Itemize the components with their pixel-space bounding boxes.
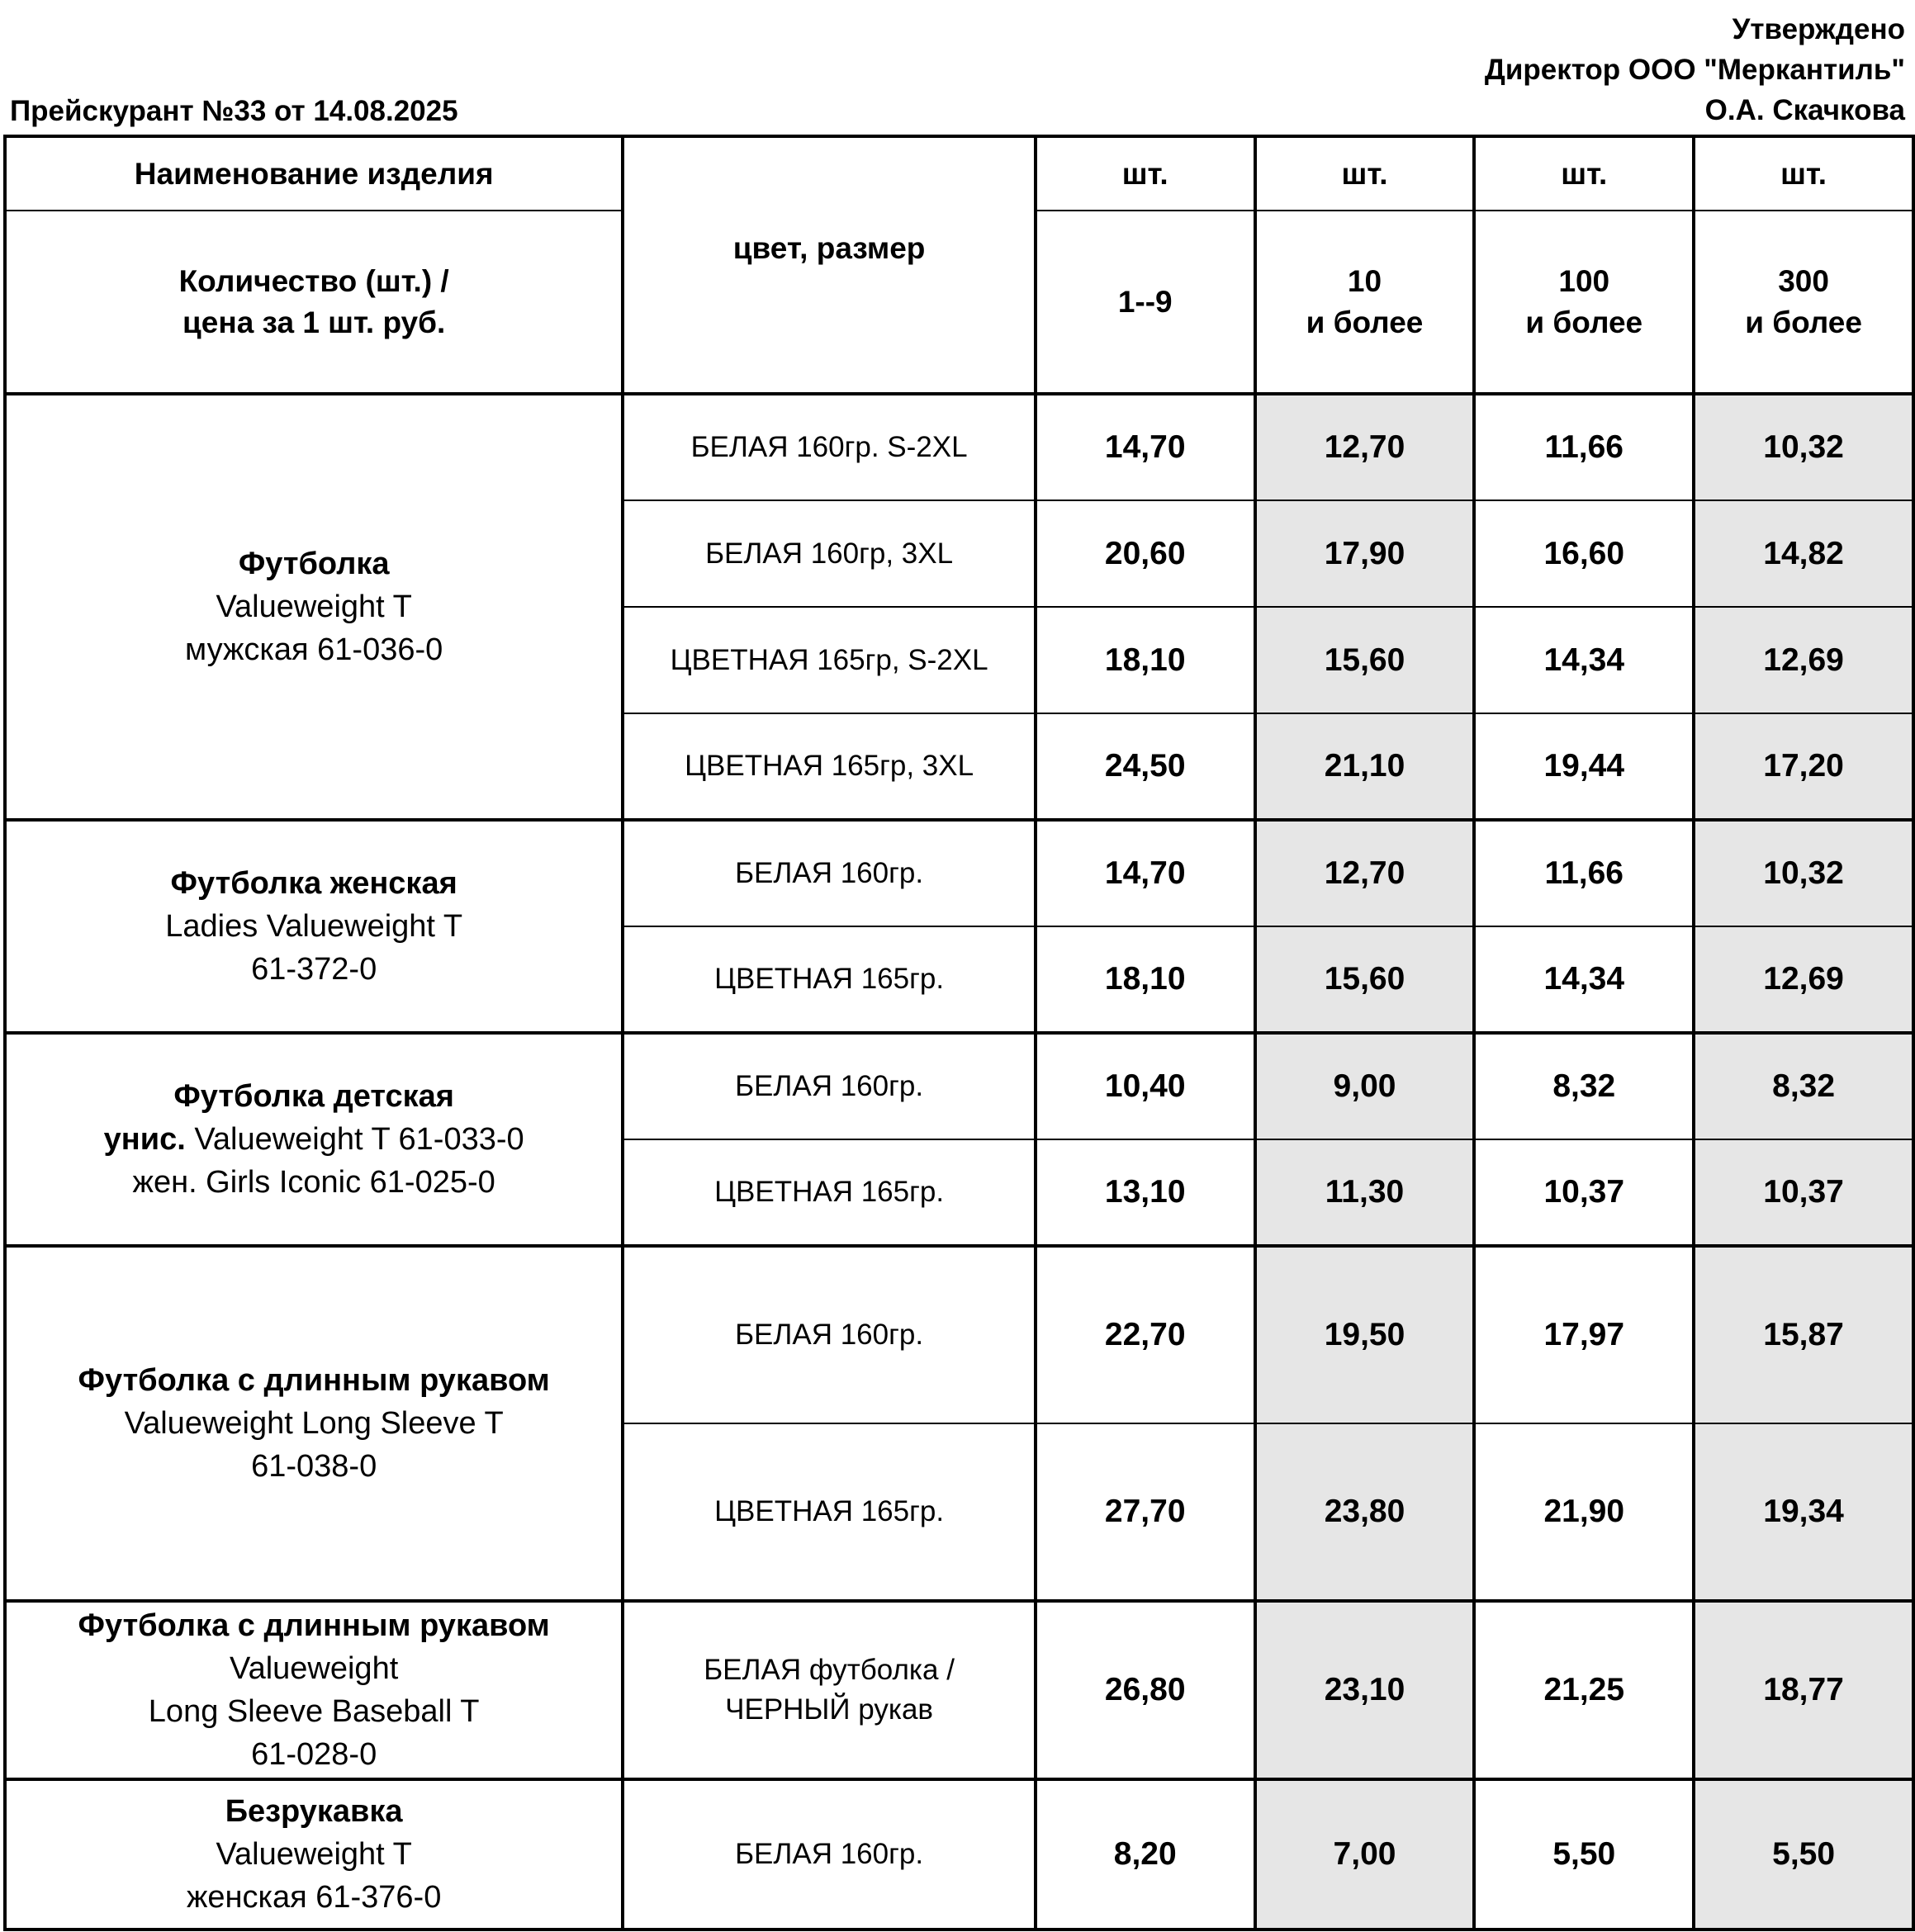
table-row xyxy=(5,394,1913,500)
price-cell-tier-4: 19,34 xyxy=(1694,1423,1913,1601)
price-cell-tier-2: 19,50 xyxy=(1255,1246,1475,1423)
pricelist-title: Прейскурант №33 от 14.08.2025 xyxy=(10,95,458,127)
variant-desc: БЕЛАЯ 160гр, 3XL xyxy=(623,500,1036,607)
product-name-cell xyxy=(5,820,623,1033)
col-qty-title xyxy=(5,211,623,394)
product-title: Футболка детская xyxy=(173,1079,454,1114)
price-cell-tier-3: 11,66 xyxy=(1474,820,1694,926)
tier-1 xyxy=(1036,211,1255,394)
product-title: Футболка женская xyxy=(170,866,457,901)
price-cell-tier-2: 7,00 xyxy=(1255,1779,1475,1930)
product-title: Футболка с длинным рукавом xyxy=(78,1363,550,1398)
product-line: 61-038-0 xyxy=(251,1449,377,1484)
price-cell-tier-4: 5,50 xyxy=(1694,1779,1913,1930)
price-cell-tier-1: 27,70 xyxy=(1036,1423,1255,1601)
price-cell-tier-3: 5,50 xyxy=(1474,1779,1694,1930)
product-line: Valueweight Long Sleeve T xyxy=(124,1406,504,1441)
variant-desc-line: БЕЛАЯ футболка / xyxy=(704,1654,955,1686)
product-name-cell xyxy=(5,1601,623,1779)
price-cell-tier-4: 12,69 xyxy=(1694,607,1913,713)
product-title-line xyxy=(12,1604,616,1647)
price-cell-tier-4: 18,77 xyxy=(1694,1601,1913,1779)
tier-2-qty: 10 xyxy=(1347,263,1382,298)
product-line: Valueweight xyxy=(230,1651,399,1686)
product-title-line xyxy=(12,1075,616,1118)
tier-3 xyxy=(1474,211,1694,394)
price-cell-tier-2: 21,10 xyxy=(1255,713,1475,820)
table-row xyxy=(5,1246,1913,1423)
variant-desc: ЦВЕТНАЯ 165гр. xyxy=(623,1139,1036,1246)
price-cell-tier-3: 11,66 xyxy=(1474,394,1694,500)
product-title-line xyxy=(12,1790,616,1833)
price-cell-tier-4: 17,20 xyxy=(1694,713,1913,820)
product-line: Valueweight T xyxy=(216,1837,412,1872)
table-row xyxy=(5,1779,1913,1930)
price-cell-tier-4: 10,32 xyxy=(1694,394,1913,500)
product-line-bold: унис. xyxy=(103,1122,186,1157)
price-cell-tier-2: 23,10 xyxy=(1255,1601,1475,1779)
variant-desc: БЕЛАЯ 160гр. xyxy=(623,820,1036,926)
product-title: Футболка с длинным рукавом xyxy=(78,1608,550,1643)
price-table xyxy=(3,135,1915,1931)
tier-3-suffix: и более xyxy=(1525,305,1643,339)
product-title: Безрукавка xyxy=(225,1794,403,1829)
variant-desc-line: ЧЕРНЫЙ рукав xyxy=(725,1693,934,1726)
table-row xyxy=(5,820,1913,926)
product-title-line xyxy=(12,542,616,585)
variant-desc: БЕЛАЯ 160гр. S-2XL xyxy=(623,394,1036,500)
col-color-title: цвет, размер xyxy=(623,136,1036,394)
director-label: Директор ООО "Меркантиль" xyxy=(1484,54,1905,86)
tier-4-qty: 300 xyxy=(1778,263,1829,298)
table-row xyxy=(5,1033,1913,1139)
price-cell-tier-3: 17,97 xyxy=(1474,1246,1694,1423)
table-row xyxy=(5,1601,1913,1779)
product-line: жен. Girls Iconic 61-025-0 xyxy=(132,1165,495,1200)
price-cell-tier-4: 15,87 xyxy=(1694,1246,1913,1423)
price-cell-tier-1: 14,70 xyxy=(1036,820,1255,926)
variant-desc: БЕЛАЯ 160гр. xyxy=(623,1779,1036,1930)
price-cell-tier-3: 21,90 xyxy=(1474,1423,1694,1601)
unit-label-2: шт. xyxy=(1255,136,1475,211)
price-cell-tier-2: 15,60 xyxy=(1255,926,1475,1033)
price-cell-tier-2: 9,00 xyxy=(1255,1033,1475,1139)
tier-4 xyxy=(1694,211,1913,394)
col-qty-title-line-1: Количество (шт.) / xyxy=(178,263,449,298)
variant-desc: БЕЛАЯ 160гр. xyxy=(623,1033,1036,1139)
price-cell-tier-4: 14,82 xyxy=(1694,500,1913,607)
col-name-title: Наименование изделия xyxy=(5,136,623,211)
price-cell-tier-2: 12,70 xyxy=(1255,820,1475,926)
product-line: Long Sleeve Baseball T xyxy=(148,1694,480,1729)
variant-desc: ЦВЕТНАЯ 165гр. xyxy=(623,926,1036,1033)
tier-2-suffix: и более xyxy=(1306,305,1424,339)
product-title-line xyxy=(12,862,616,905)
variant-desc: ЦВЕТНАЯ 165гр. xyxy=(623,1423,1036,1601)
price-cell-tier-3: 14,34 xyxy=(1474,926,1694,1033)
col-qty-title-line-2: цена за 1 шт. руб. xyxy=(182,305,446,339)
price-cell-tier-4: 8,32 xyxy=(1694,1033,1913,1139)
product-line: 61-028-0 xyxy=(251,1737,377,1772)
product-line xyxy=(12,1118,616,1161)
price-cell-tier-2: 11,30 xyxy=(1255,1139,1475,1246)
product-name-cell xyxy=(5,1779,623,1930)
variant-desc: ЦВЕТНАЯ 165гр, S-2XL xyxy=(623,607,1036,713)
price-cell-tier-1: 20,60 xyxy=(1036,500,1255,607)
price-cell-tier-1: 18,10 xyxy=(1036,607,1255,713)
product-line: женская 61-376-0 xyxy=(186,1880,442,1915)
tier-4-suffix: и более xyxy=(1745,305,1862,339)
product-title-line xyxy=(12,1359,616,1402)
product-line-rest: Valueweight T 61-033-0 xyxy=(185,1122,524,1157)
product-title: Футболка xyxy=(238,547,390,581)
price-cell-tier-1: 18,10 xyxy=(1036,926,1255,1033)
variant-desc xyxy=(623,1601,1036,1779)
unit-label-1: шт. xyxy=(1036,136,1255,211)
variant-desc: БЕЛАЯ 160гр. xyxy=(623,1246,1036,1423)
product-line: 61-372-0 xyxy=(251,952,377,987)
price-cell-tier-3: 14,34 xyxy=(1474,607,1694,713)
product-line: мужская 61-036-0 xyxy=(185,632,443,667)
tier-1-qty: 1--9 xyxy=(1117,284,1173,319)
variant-desc: ЦВЕТНАЯ 165гр, 3XL xyxy=(623,713,1036,820)
product-name-cell xyxy=(5,1246,623,1601)
approved-label: Утверждено xyxy=(1732,13,1905,45)
product-name-cell xyxy=(5,394,623,820)
price-cell-tier-1: 22,70 xyxy=(1036,1246,1255,1423)
tier-2 xyxy=(1255,211,1475,394)
signer-name: О.А. Скачкова xyxy=(1704,94,1905,126)
price-cell-tier-4: 10,32 xyxy=(1694,820,1913,926)
price-cell-tier-1: 10,40 xyxy=(1036,1033,1255,1139)
product-line: Ladies Valueweight T xyxy=(165,909,463,944)
price-cell-tier-1: 8,20 xyxy=(1036,1779,1255,1930)
price-cell-tier-1: 14,70 xyxy=(1036,394,1255,500)
price-cell-tier-2: 17,90 xyxy=(1255,500,1475,607)
price-cell-tier-3: 10,37 xyxy=(1474,1139,1694,1246)
unit-label-3: шт. xyxy=(1474,136,1694,211)
price-cell-tier-1: 24,50 xyxy=(1036,713,1255,820)
header-row-units xyxy=(5,136,1913,211)
price-cell-tier-2: 12,70 xyxy=(1255,394,1475,500)
unit-label-4: шт. xyxy=(1694,136,1913,211)
price-cell-tier-3: 21,25 xyxy=(1474,1601,1694,1779)
price-cell-tier-1: 13,10 xyxy=(1036,1139,1255,1246)
price-cell-tier-3: 8,32 xyxy=(1474,1033,1694,1139)
price-cell-tier-1: 26,80 xyxy=(1036,1601,1255,1779)
price-cell-tier-3: 19,44 xyxy=(1474,713,1694,820)
product-line: Valueweight T xyxy=(216,590,412,624)
tier-3-qty: 100 xyxy=(1558,263,1610,298)
price-cell-tier-2: 23,80 xyxy=(1255,1423,1475,1601)
product-name-cell xyxy=(5,1033,623,1246)
price-cell-tier-2: 15,60 xyxy=(1255,607,1475,713)
price-cell-tier-4: 10,37 xyxy=(1694,1139,1913,1246)
price-cell-tier-3: 16,60 xyxy=(1474,500,1694,607)
price-cell-tier-4: 12,69 xyxy=(1694,926,1913,1033)
